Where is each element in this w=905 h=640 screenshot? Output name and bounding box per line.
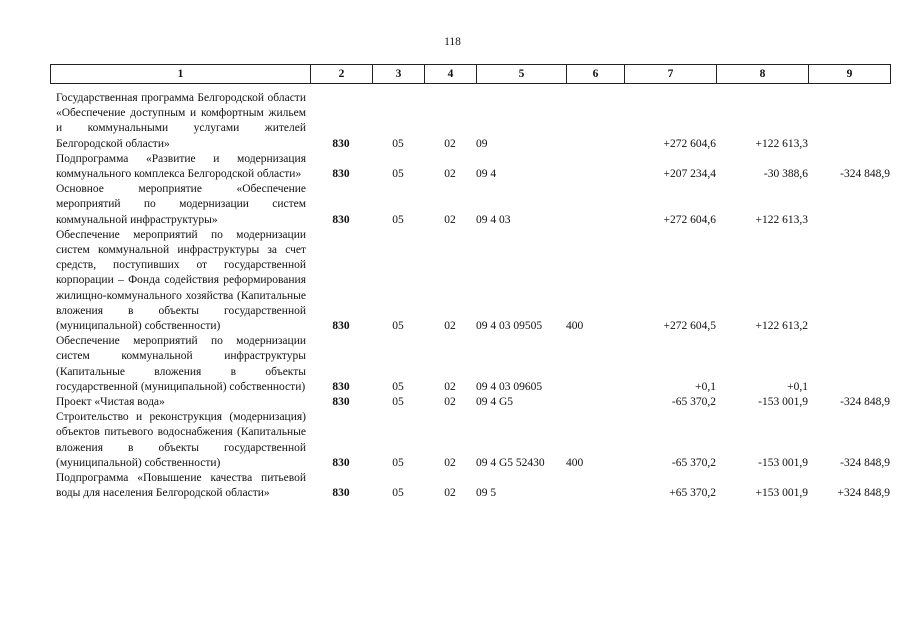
cell-target-article: 09 4 03	[476, 213, 511, 226]
row-name: Подпрограмма «Повышение качества питьевой воды для населения Белгородской области»	[56, 472, 306, 500]
cell-amount-2: -153 001,9	[758, 396, 808, 409]
cell-amount-2: +122 613,3	[755, 137, 808, 150]
cell-amount-3	[808, 334, 890, 395]
cell-expense-type	[566, 334, 624, 395]
cell-amount-3: +324 848,9	[837, 487, 890, 500]
cell-expense-type: 400	[566, 320, 584, 333]
cell-amount-1: +0,1	[695, 380, 716, 393]
cell-section: 05	[392, 213, 404, 226]
cell-subsection: 02	[444, 380, 456, 393]
cell-subsection: 02	[444, 137, 456, 150]
cell-section: 05	[392, 456, 404, 469]
cell-subsection: 02	[444, 456, 456, 469]
cell-amount-1: +65 370,2	[669, 487, 716, 500]
cell-target-article: 09 4	[476, 168, 497, 181]
row-name: Проект «Чистая вода»	[56, 396, 165, 409]
table-row	[50, 152, 890, 182]
cell-section: 05	[392, 487, 404, 500]
cell-ministry: 830	[332, 456, 350, 469]
cell-amount-2: -30 388,6	[763, 168, 808, 181]
cell-amount-2: -153 001,9	[758, 456, 808, 469]
table-row	[50, 395, 890, 410]
column-header: 1	[51, 65, 311, 84]
column-header: 7	[625, 65, 717, 84]
cell-subsection: 02	[444, 396, 456, 409]
cell-amount-1: -65 370,2	[671, 396, 716, 409]
cell-section: 05	[392, 320, 404, 333]
cell-target-article: 09 4 03 09505	[476, 320, 543, 333]
cell-target-article: 09 5	[476, 487, 497, 500]
cell-amount-2: +122 613,3	[755, 213, 808, 226]
budget-table	[50, 91, 890, 501]
cell-amount-3	[808, 182, 890, 228]
cell-subsection: 02	[444, 320, 456, 333]
cell-expense-type	[566, 471, 624, 501]
cell-ministry: 830	[332, 380, 350, 393]
cell-amount-3: -324 848,9	[840, 168, 890, 181]
cell-ministry: 830	[332, 137, 350, 150]
table-row	[50, 334, 890, 395]
cell-expense-type	[566, 182, 624, 228]
table-row	[50, 91, 890, 152]
column-header: 2	[311, 65, 373, 84]
column-header-table	[50, 64, 891, 84]
cell-amount-3	[808, 91, 890, 152]
column-header: 8	[717, 65, 809, 84]
cell-subsection: 02	[444, 168, 456, 181]
cell-target-article: 09 4 G5	[476, 396, 514, 409]
row-name: Подпрограмма «Развитие и модернизация коммунального комплекса Белгородской области»	[56, 152, 306, 181]
cell-subsection: 02	[444, 213, 456, 226]
cell-ministry: 830	[332, 168, 350, 181]
table-row	[50, 471, 890, 501]
cell-section: 05	[392, 396, 404, 409]
cell-amount-1: +272 604,6	[663, 213, 716, 226]
row-name: Строительство и реконструкция (модернизация) объектов питьевого водоснабжения (Капитальные вложения в объекты государственной (муниципальной) собственности)	[56, 411, 306, 469]
table-row	[50, 410, 890, 471]
cell-section: 05	[392, 380, 404, 393]
cell-expense-type	[566, 91, 624, 152]
cell-amount-1: +207 234,4	[663, 168, 716, 181]
cell-amount-2: +122 613,2	[755, 320, 808, 333]
cell-target-article: 09 4 G5 52430	[476, 456, 545, 469]
table-row	[50, 182, 890, 228]
column-header: 6	[567, 65, 625, 84]
table-row	[50, 228, 890, 334]
cell-ministry: 830	[332, 396, 350, 409]
page-number: 118	[444, 36, 461, 48]
column-header: 9	[809, 65, 891, 84]
cell-amount-2: +153 001,9	[755, 487, 808, 500]
row-name: Обеспечение мероприятий по модернизации систем коммунальной инфраструктуры за счет средств, поступивших от государственной корпорации – Фонда содействия реформирования жилищно-коммунального хозяйства (Капитальные вложения в объекты государственной (муниципальной) собственности)	[56, 228, 306, 333]
cell-amount-1: +272 604,6	[663, 137, 716, 150]
cell-amount-3: -324 848,9	[840, 396, 890, 409]
cell-target-article: 09 4 03 09605	[476, 380, 543, 393]
cell-expense-type	[566, 395, 624, 410]
cell-section: 05	[392, 168, 404, 181]
cell-ministry: 830	[332, 320, 350, 333]
cell-target-article: 09	[476, 137, 488, 150]
cell-expense-type: 400	[566, 456, 584, 469]
cell-amount-2: +0,1	[787, 380, 808, 393]
cell-expense-type	[566, 152, 624, 182]
header-row	[51, 65, 891, 84]
cell-amount-1: +272 604,5	[663, 320, 716, 333]
cell-section: 05	[392, 137, 404, 150]
row-name: Обеспечение мероприятий по модернизации систем коммунальной инфраструктуры (Капитальные вложения в объекты государственной (муниципальной) собственности)	[56, 335, 306, 393]
column-header: 4	[425, 65, 477, 84]
row-name: Основное мероприятие «Обеспечение мероприятий по модернизации систем коммунальной инфраструктуры»	[56, 183, 306, 226]
row-name: Государственная программа Белгородской области «Обеспечение доступным и комфортным жильем и коммунальными услугами жителей Белгородской области»	[56, 92, 306, 150]
cell-amount-3	[808, 228, 890, 334]
cell-amount-1: -65 370,2	[671, 456, 716, 469]
column-header: 3	[373, 65, 425, 84]
cell-amount-3: -324 848,9	[840, 456, 890, 469]
cell-ministry: 830	[332, 487, 350, 500]
column-header: 5	[477, 65, 567, 84]
cell-subsection: 02	[444, 487, 456, 500]
cell-ministry: 830	[332, 213, 350, 226]
